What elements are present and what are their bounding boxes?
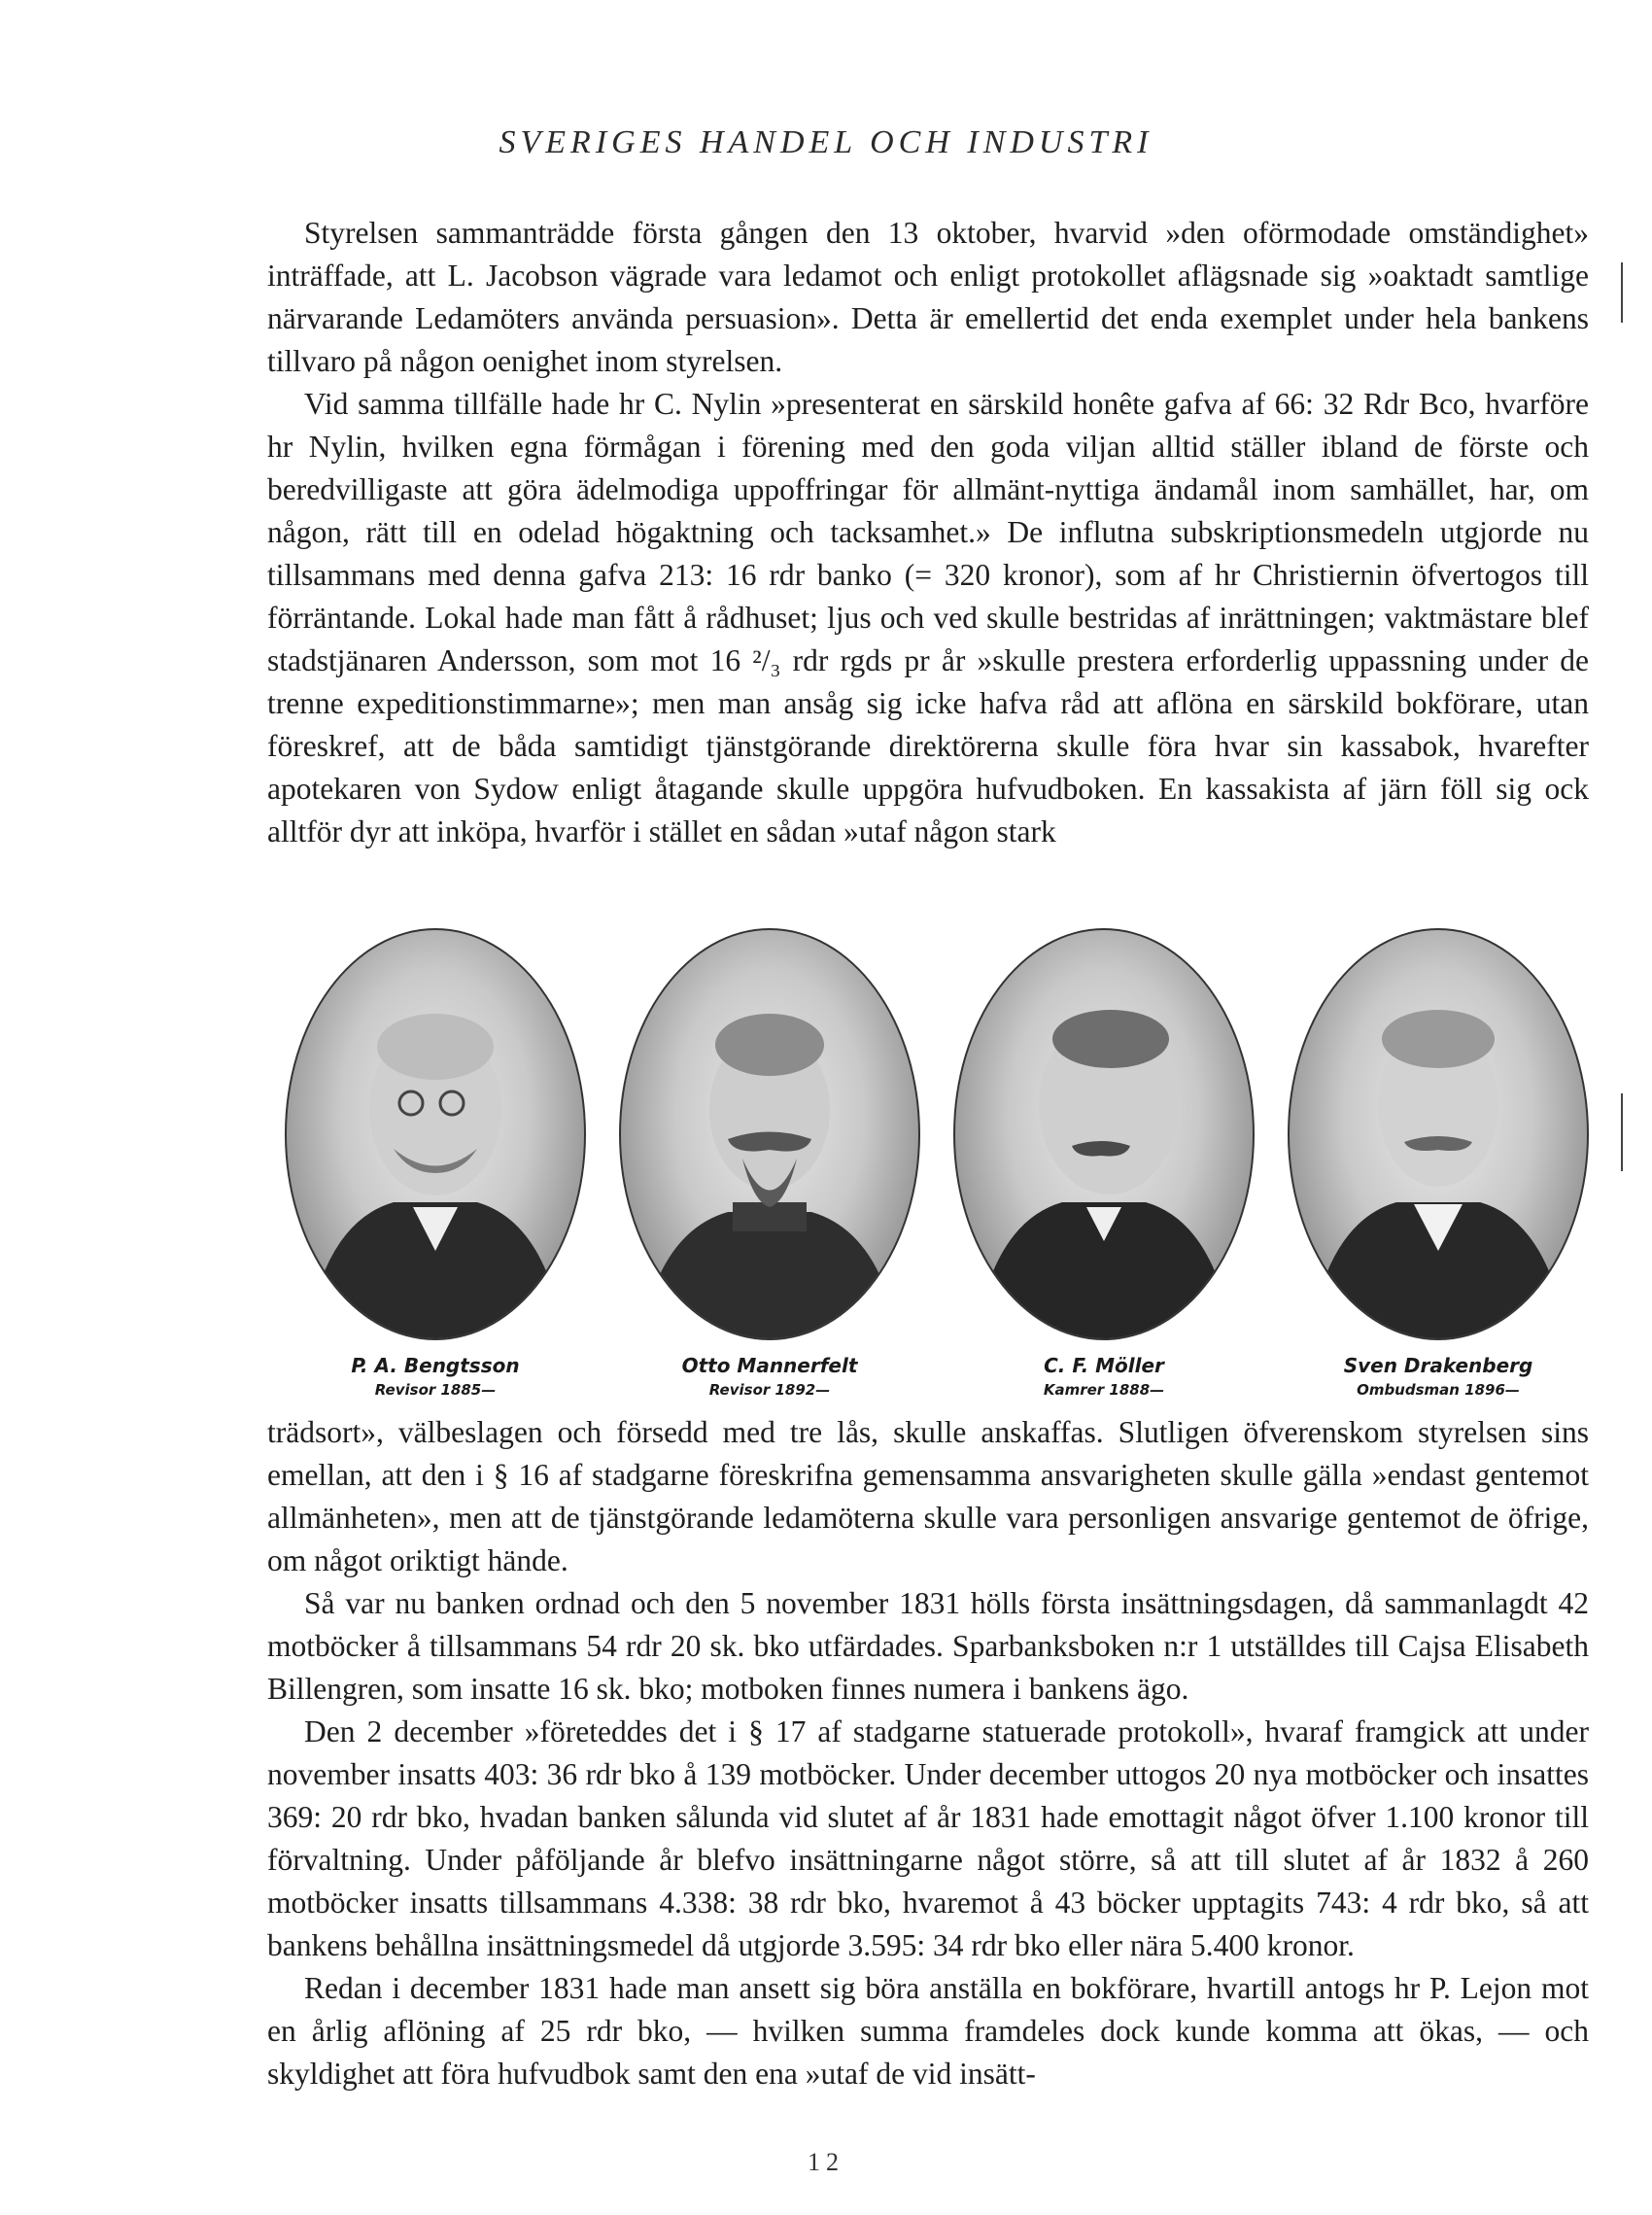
portrait-bengtsson xyxy=(275,928,596,1399)
portrait-photo xyxy=(285,928,586,1340)
portrait-name: C. F. Möller xyxy=(1044,1354,1164,1377)
portrait-row xyxy=(267,928,1608,1399)
running-head: SVERIGES HANDEL OCH INDUSTRI xyxy=(499,124,1153,160)
body-text-top xyxy=(267,212,1589,853)
portrait-name: Otto Mannerfelt xyxy=(681,1354,858,1377)
paragraph: Styrelsen sammanträdde första gången den 13 oktober, hvarvid »den oförmodade omständighet» inträffade, att L. Jacobson vägrade vara ledamot och enligt protokollet aflägsnade sig »oaktadt samtlige närvarande Ledamöters använda persuasion». Detta är emellertid det enda exemplet under hela bankens tillvaro på någon oenighet inom styrelsen. xyxy=(267,216,1589,378)
portrait-name: P. A. Bengtsson xyxy=(351,1354,520,1377)
body-text-bottom xyxy=(267,1411,1589,2095)
portrait-role: Revisor 1892— xyxy=(708,1381,831,1399)
portrait-role: Revisor 1885— xyxy=(374,1381,497,1399)
margin-rule xyxy=(1621,262,1623,323)
paragraph: trädsort», välbeslagen och försedd med tre lås, skulle anskaffas. Slutligen öfverenskom styrelsen sins emellan, att den i § 16 af stadgarne föreskrifna gemensamma ansvarigheten skulle gälla »endast gentemot allmänheten», men att de tjänstgörande ledamöterna skulle vara personligen ansvarige gentemot de öfrige, om något oriktigt hände. xyxy=(267,1415,1589,1577)
portrait-photo xyxy=(953,928,1255,1340)
paragraph: Redan i december 1831 hade man ansett sig böra anställa en bokförare, hvartill antogs hr P. Lejon mot en årlig aflöning af 25 rdr bko, — hvilken summa framdeles dock kunde komma att ökas, — och skyldighet att föra hufvudbok samt den ena »utaf de vid insätt- xyxy=(267,1971,1589,2091)
portrait-drakenberg xyxy=(1278,928,1599,1399)
margin-rule xyxy=(1621,1093,1623,1171)
portrait-role: Ombudsman 1896— xyxy=(1357,1381,1520,1399)
portrait-photo xyxy=(619,928,920,1340)
paragraph: Den 2 december »företeddes det i § 17 af stadgarne statuerade protokoll», hvaraf framgick att under november insatts 403: 36 rdr bko å 139 motböcker. Under december uttogos 20 nya motböcker och insattes 369: 20 rdr bko, hvadan banken sålunda vid slutet af år 1831 hade emottagit något öfver 1.100 kronor till förvaltning. Under påföljande år blefvo insättningarne något större, så att till slutet af år 1832 å 260 motböcker insatts tillsammans 4.338: 38 rdr bko, hvaremot å 43 böcker upptagits 743: 4 rdr bko, så att bankens behållna insättningsmedel då utgjorde 3.595: 34 rdr bko eller nära 5.400 kronor. xyxy=(267,1714,1589,1962)
portrait-photo xyxy=(1288,928,1589,1340)
paragraph: Så var nu banken ordnad och den 5 november 1831 hölls första insättningsdagen, då sammanlagdt 42 motböcker å tillsammans 54 rdr 20 sk. bko utfärdades. Sparbanksboken n:r 1 utställdes till Cajsa Elisabeth Billengren, som insatte 16 sk. bko; motboken finnes numera i bankens ägo. xyxy=(267,1586,1589,1706)
portrait-name: Sven Drakenberg xyxy=(1343,1354,1533,1377)
portrait-moller xyxy=(944,928,1264,1399)
paragraph: Vid samma tillfälle hade hr C. Nylin »presenterat en särskild honête gafva af 66: 32 Rdr Bco, hvarföre hr Nylin, hvilken egna förmågan i förening med den goda viljan alltid ställer ibland de förste och beredvilligaste att göra ädelmodiga uppoffringar för allmänt-nyttiga ändamål inom samhället, har, om någon, rätt till en odelad högaktning och tacksamhet.» De influtna subskriptionsmedeln utgjorde nu tillsammans med denna gafva 213: 16 rdr banko (= 320 kronor), som af hr Christiernin öfvertogos till förräntande. Lokal hade man fått å rådhuset; ljus och ved skulle bestridas af inrättningen; vaktmästare blef stadstjänaren Andersson, som mot 16 ²/₃ rdr rgds pr år »skulle prestera erforderlig uppassning under de trenne expeditionstimmarne»; men man ansåg sig icke hafva råd att aflöna en särskild bokförare, utan föreskref, att de båda samtidigt tjänstgörande direktörerna skulle föra hvar sin kassabok, hvarefter apotekaren von Sydow enligt åtagande skulle uppgöra hufvudboken. En kassakista af järn föll sig ock alltför dyr att inköpa, hvarför i stället en sådan »utaf någon stark xyxy=(267,387,1589,848)
portrait-role: Kamrer 1888— xyxy=(1043,1381,1165,1399)
page-number: 12 xyxy=(808,2148,844,2176)
portrait-mannerfelt xyxy=(609,928,930,1399)
